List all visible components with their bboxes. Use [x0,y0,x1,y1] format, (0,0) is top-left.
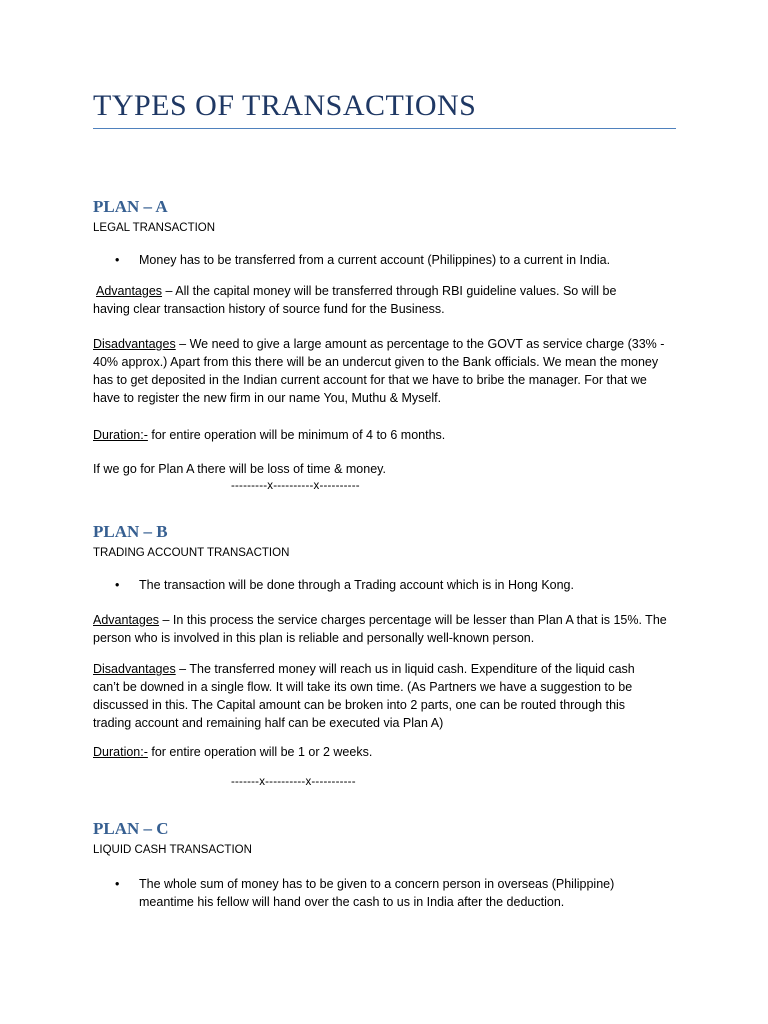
plan-a-note: If we go for Plan A there will be loss of time & money. [93,462,386,476]
plan-b-advantages-text: – In this process the service charges percentage will be lesser than Plan A that is 15%. The person who is involved in this plan is reliable and personally well-known person. [93,613,667,645]
plan-b-disadvantages-text: – The transferred money will reach us in liquid cash. Expenditure of the liquid cash can’t be downed in a single flow. It will take its own time. (As Partners we have a suggestion to be discussed in this. The Capital amount can be broken into 2 parts, one can be routed through this trading account and remaining half can be executed via Plan A) [93,662,635,730]
plan-a-bullet [93,251,676,269]
plan-b-heading: PLAN – B [93,522,168,541]
plan-a-duration-label: Duration:- [93,428,148,442]
plan-a-heading: PLAN – A [93,197,168,216]
plan-a-disadvantages-label: Disadvantages [93,337,176,351]
plan-a-advantages-label: Advantages [96,284,163,298]
plan-c-heading: PLAN – C [93,819,169,838]
plan-a-separator: ---------x----------x---------- [231,480,360,492]
bullet-icon: • [115,877,120,891]
plan-c-bullet-text: The whole sum of money has to be given to a concern person in overseas (Philippine) meantime his fellow will hand over the cash to us in India after the deduction. [139,877,615,909]
plan-a-advantages [93,282,653,318]
document-title: TYPES OF TRANSACTIONS [93,89,477,122]
plan-a-bullet-text: Money has to be transferred from a current account (Philippines) to a current in India. [139,253,611,267]
plan-a-advantages-text: – All the capital money will be transferred through RBI guideline values. So will be having clear transaction history of source fund for the Business. [93,284,617,316]
plan-b-advantages-label: Advantages [93,613,160,627]
plan-b-advantages [93,611,668,647]
plan-b-bullet [93,576,676,594]
title-divider [93,128,676,129]
bullet-icon: • [115,578,120,592]
plan-b-disadvantages-label: Disadvantages [93,662,176,676]
plan-a-disadvantages-text: – We need to give a large amount as percentage to the GOVT as service charge (33% - 40% approx.) Apart from this there will be an undercut given to the Bank officials. We mean the money has to get deposited in the Indian current account for that we have to bribe the manager. For that we have to register the new firm in our name You, Muthu & Myself. [93,337,665,405]
plan-a-disadvantages [93,335,673,407]
plan-b-duration-label: Duration:- [93,745,148,759]
bullet-icon: • [115,253,120,267]
plan-a-subheading: LEGAL TRANSACTION [93,222,216,234]
plan-c-subheading: LIQUID CASH TRANSACTION [93,844,252,856]
plan-b-subheading: TRADING ACCOUNT TRANSACTION [93,547,290,559]
plan-b-duration [93,743,676,761]
plan-b-disadvantages [93,660,663,732]
plan-c-bullet [93,875,653,911]
plan-a-duration [93,426,676,444]
plan-b-duration-text: for entire operation will be 1 or 2 weeks. [147,745,373,759]
plan-b-separator: -------x----------x----------- [231,776,356,788]
plan-b-bullet-text: The transaction will be done through a Trading account which is in Hong Kong. [139,578,574,592]
plan-a-duration-text: for entire operation will be minimum of 4 to 6 months. [147,428,446,442]
